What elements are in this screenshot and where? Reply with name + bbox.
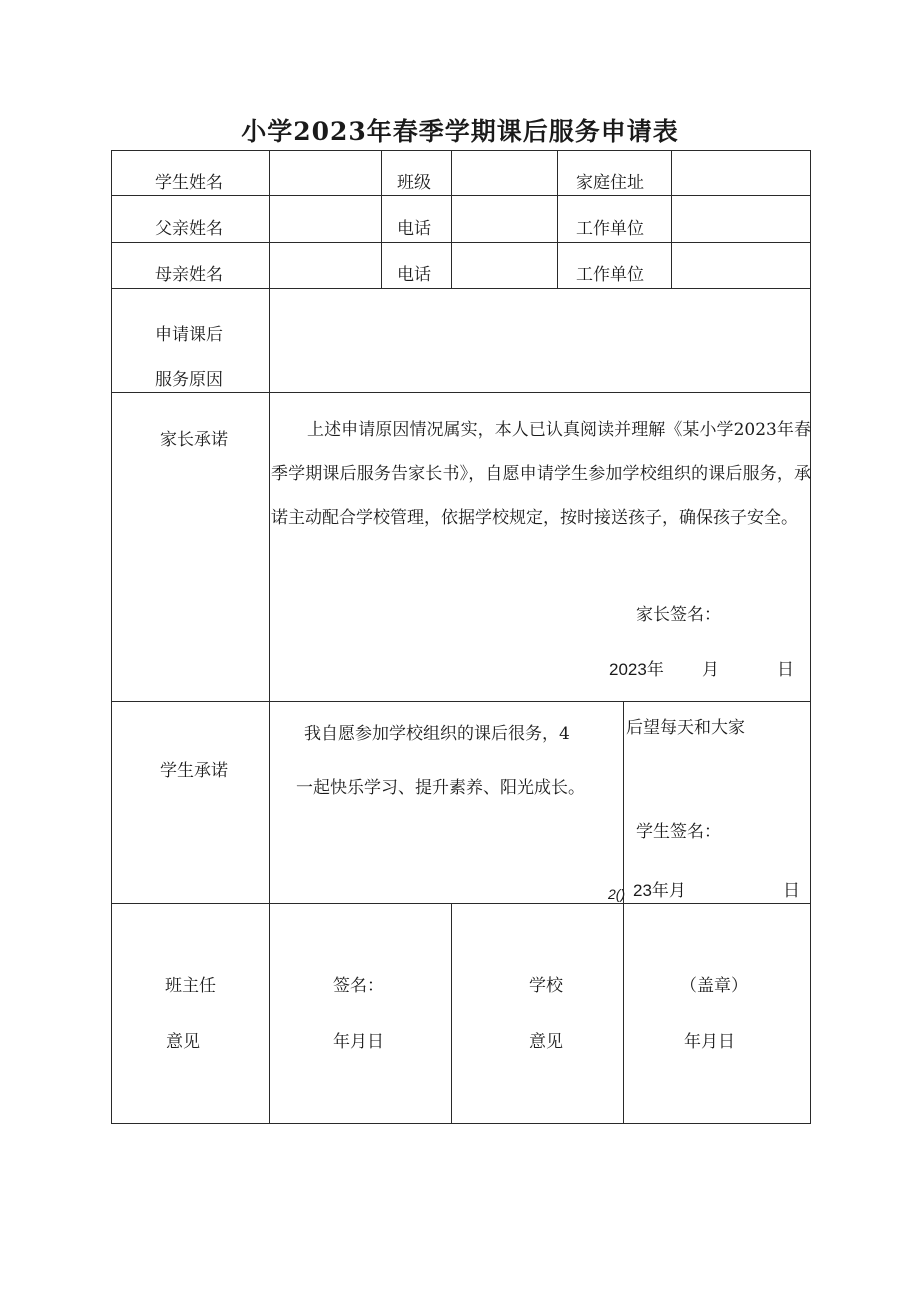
label-school-line1: 学校 xyxy=(529,976,563,996)
label-mother-name: 母亲姓名 xyxy=(155,265,223,285)
col-line xyxy=(557,150,558,288)
row-line xyxy=(111,903,811,904)
parent-pledge-text: 上述申请原因情况属实，本人已认真阅读并理解《某小学2023年春季学期课后服务告家长书》，自愿申请学生参加学校组织的课后服务，承诺主动配合学校管理，依据学校规定，按时接送孩子，确保孩子安全。 xyxy=(271,420,811,528)
label-class: 班级 xyxy=(397,173,431,193)
student-pledge-line1: 我自愿参加学校组织的课后很务，4 xyxy=(304,724,570,744)
col-line xyxy=(451,903,452,1123)
parent-date-month: 月 xyxy=(702,660,719,680)
parent-date-year: 2023年 xyxy=(609,660,664,679)
label-school-line2: 意见 xyxy=(529,1032,563,1052)
parent-signature-label: 家长签名： xyxy=(636,605,721,625)
student-date-day: 日 xyxy=(783,881,800,901)
col-line xyxy=(810,150,811,1124)
label-teacher-line2: 意见 xyxy=(166,1032,200,1052)
label-parent-pledge: 家长承诺 xyxy=(160,430,228,450)
col-line xyxy=(381,150,382,288)
school-seal-label: （盖章） xyxy=(680,976,748,996)
label-father-work-unit: 工作单位 xyxy=(576,219,644,239)
label-mother-phone: 电话 xyxy=(397,265,431,285)
label-reason-line2: 服务原因 xyxy=(155,370,223,390)
col-line xyxy=(269,150,270,1124)
row-line xyxy=(111,195,811,196)
row-line xyxy=(111,701,811,702)
teacher-date: 年月日 xyxy=(333,1032,384,1052)
col-line xyxy=(111,150,112,1124)
row-line xyxy=(111,392,811,393)
col-line xyxy=(623,903,624,1123)
school-date: 年月日 xyxy=(684,1032,735,1052)
student-date-prefix: 2() xyxy=(608,886,626,902)
label-father-phone: 电话 xyxy=(397,219,431,239)
form-title: 小学2023年春季学期课后服务申请表 xyxy=(241,117,679,146)
student-date-year: 23年月 xyxy=(633,881,686,900)
col-line xyxy=(623,701,624,903)
row-line xyxy=(111,150,811,151)
student-pledge-line2: 一起快乐学习、提升素养、阳光成长。 xyxy=(296,778,585,798)
label-student-name: 学生姓名 xyxy=(155,173,223,193)
student-signature-label: 学生签名： xyxy=(636,822,721,842)
col-line xyxy=(671,150,672,288)
row-line xyxy=(111,242,811,243)
label-teacher-line1: 班主任 xyxy=(165,976,216,996)
label-student-pledge: 学生承诺 xyxy=(160,761,228,781)
label-father-name: 父亲姓名 xyxy=(155,219,223,239)
parent-date-day: 日 xyxy=(777,660,794,680)
row-line xyxy=(111,1123,811,1124)
label-reason-line1: 申请课后 xyxy=(155,325,223,345)
row-line xyxy=(111,288,811,289)
teacher-signature-label: 签名： xyxy=(333,976,384,996)
student-pledge-line3: 后望每天和大家 xyxy=(626,718,745,738)
col-line xyxy=(451,150,452,288)
label-home-address: 家庭住址 xyxy=(576,173,644,193)
label-mother-work-unit: 工作单位 xyxy=(576,265,644,285)
